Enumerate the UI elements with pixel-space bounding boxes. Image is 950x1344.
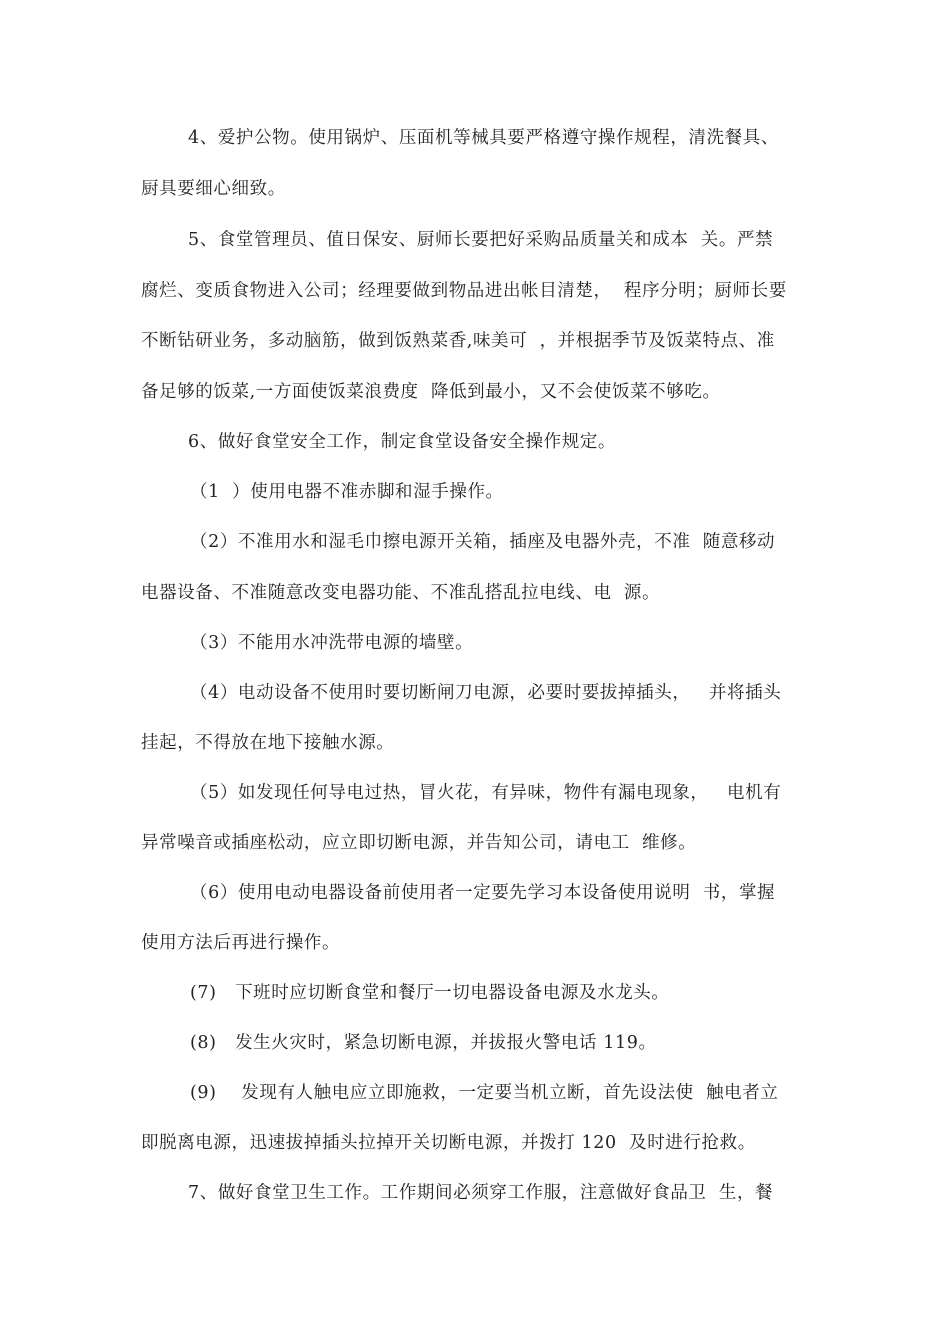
paragraph-4-line-2: 厨具要细心细致。 — [141, 179, 286, 199]
paragraph-6-heading: 6、做好食堂安全工作，制定食堂设备安全操作规定。 — [188, 432, 617, 452]
rule-2-line-1: （2）不准用水和湿毛巾擦电源开关箱，插座及电器外壳，不准 随意移动 — [190, 532, 776, 552]
rule-6-line-2: 使用方法后再进行操作。 — [141, 933, 341, 953]
paragraph-7-line-1: 7、做好食堂卫生工作。工作期间必须穿工作服，注意做好食品卫 生，餐 — [188, 1183, 774, 1203]
paragraph-5-line-1: 5、食堂管理员、值日保安、厨师长要把好采购品质量关和成本 关。严禁 — [188, 230, 774, 250]
paragraph-5-line-4: 备足够的饭菜,一方面使饭菜浪费度 降低到最小，又不会使饭菜不够吃。 — [141, 382, 721, 402]
rule-1: （1 ）使用电器不准赤脚和湿手操作。 — [190, 482, 504, 502]
rule-4-line-1: （4）电动设备不使用时要切断闸刀电源，必要时要拔掉插头， 并将插头 — [190, 683, 782, 703]
paragraph-5-line-2: 腐烂、变质食物进入公司；经理要做到物品进出帐目清楚， 程序分明；厨师长要 — [141, 281, 787, 301]
rule-5-line-2: 异常噪音或插座松动，应立即切断电源，并告知公司，请电工 维修。 — [141, 833, 697, 853]
rule-5-line-1: （5）如发现任何导电过热，冒火花，有异味，物件有漏电现象， 电机有 — [190, 783, 782, 803]
rule-6-line-1: （6）使用电动电器设备前使用者一定要先学习本设备使用说明 书，掌握 — [190, 883, 776, 903]
rule-4-line-2: 挂起，不得放在地下接触水源。 — [141, 733, 395, 753]
rule-9-line-2: 即脱离电源，迅速拔掉插头拉掉开关切断电源，并拨打 120 及时进行抢救。 — [141, 1133, 756, 1153]
paragraph-5-line-3: 不断钻研业务，多动脑筋，做到饭熟菜香,味美可 ，并根据季节及饭菜特点、准 — [141, 331, 775, 351]
rule-7: (7) 下班时应切断食堂和餐厅一切电器设备电源及水龙头。 — [190, 983, 670, 1003]
rule-2-line-2: 电器设备、不准随意改变电器功能、不准乱搭乱拉电线、电 源。 — [141, 583, 661, 603]
rule-8: (8) 发生火灾时，紧急切断电源，并拔报火警电话 119。 — [190, 1033, 657, 1053]
paragraph-4-line-1: 4、爱护公物。使用锅炉、压面机等械具要严格遵守操作规程，清洗餐具、 — [188, 128, 779, 148]
rule-9-line-1: (9) 发现有人触电应立即施救，一定要当机立断，首先设法使 触电者立 — [190, 1083, 779, 1103]
rule-3: （3）不能用水冲洗带电源的墙壁。 — [190, 633, 474, 653]
